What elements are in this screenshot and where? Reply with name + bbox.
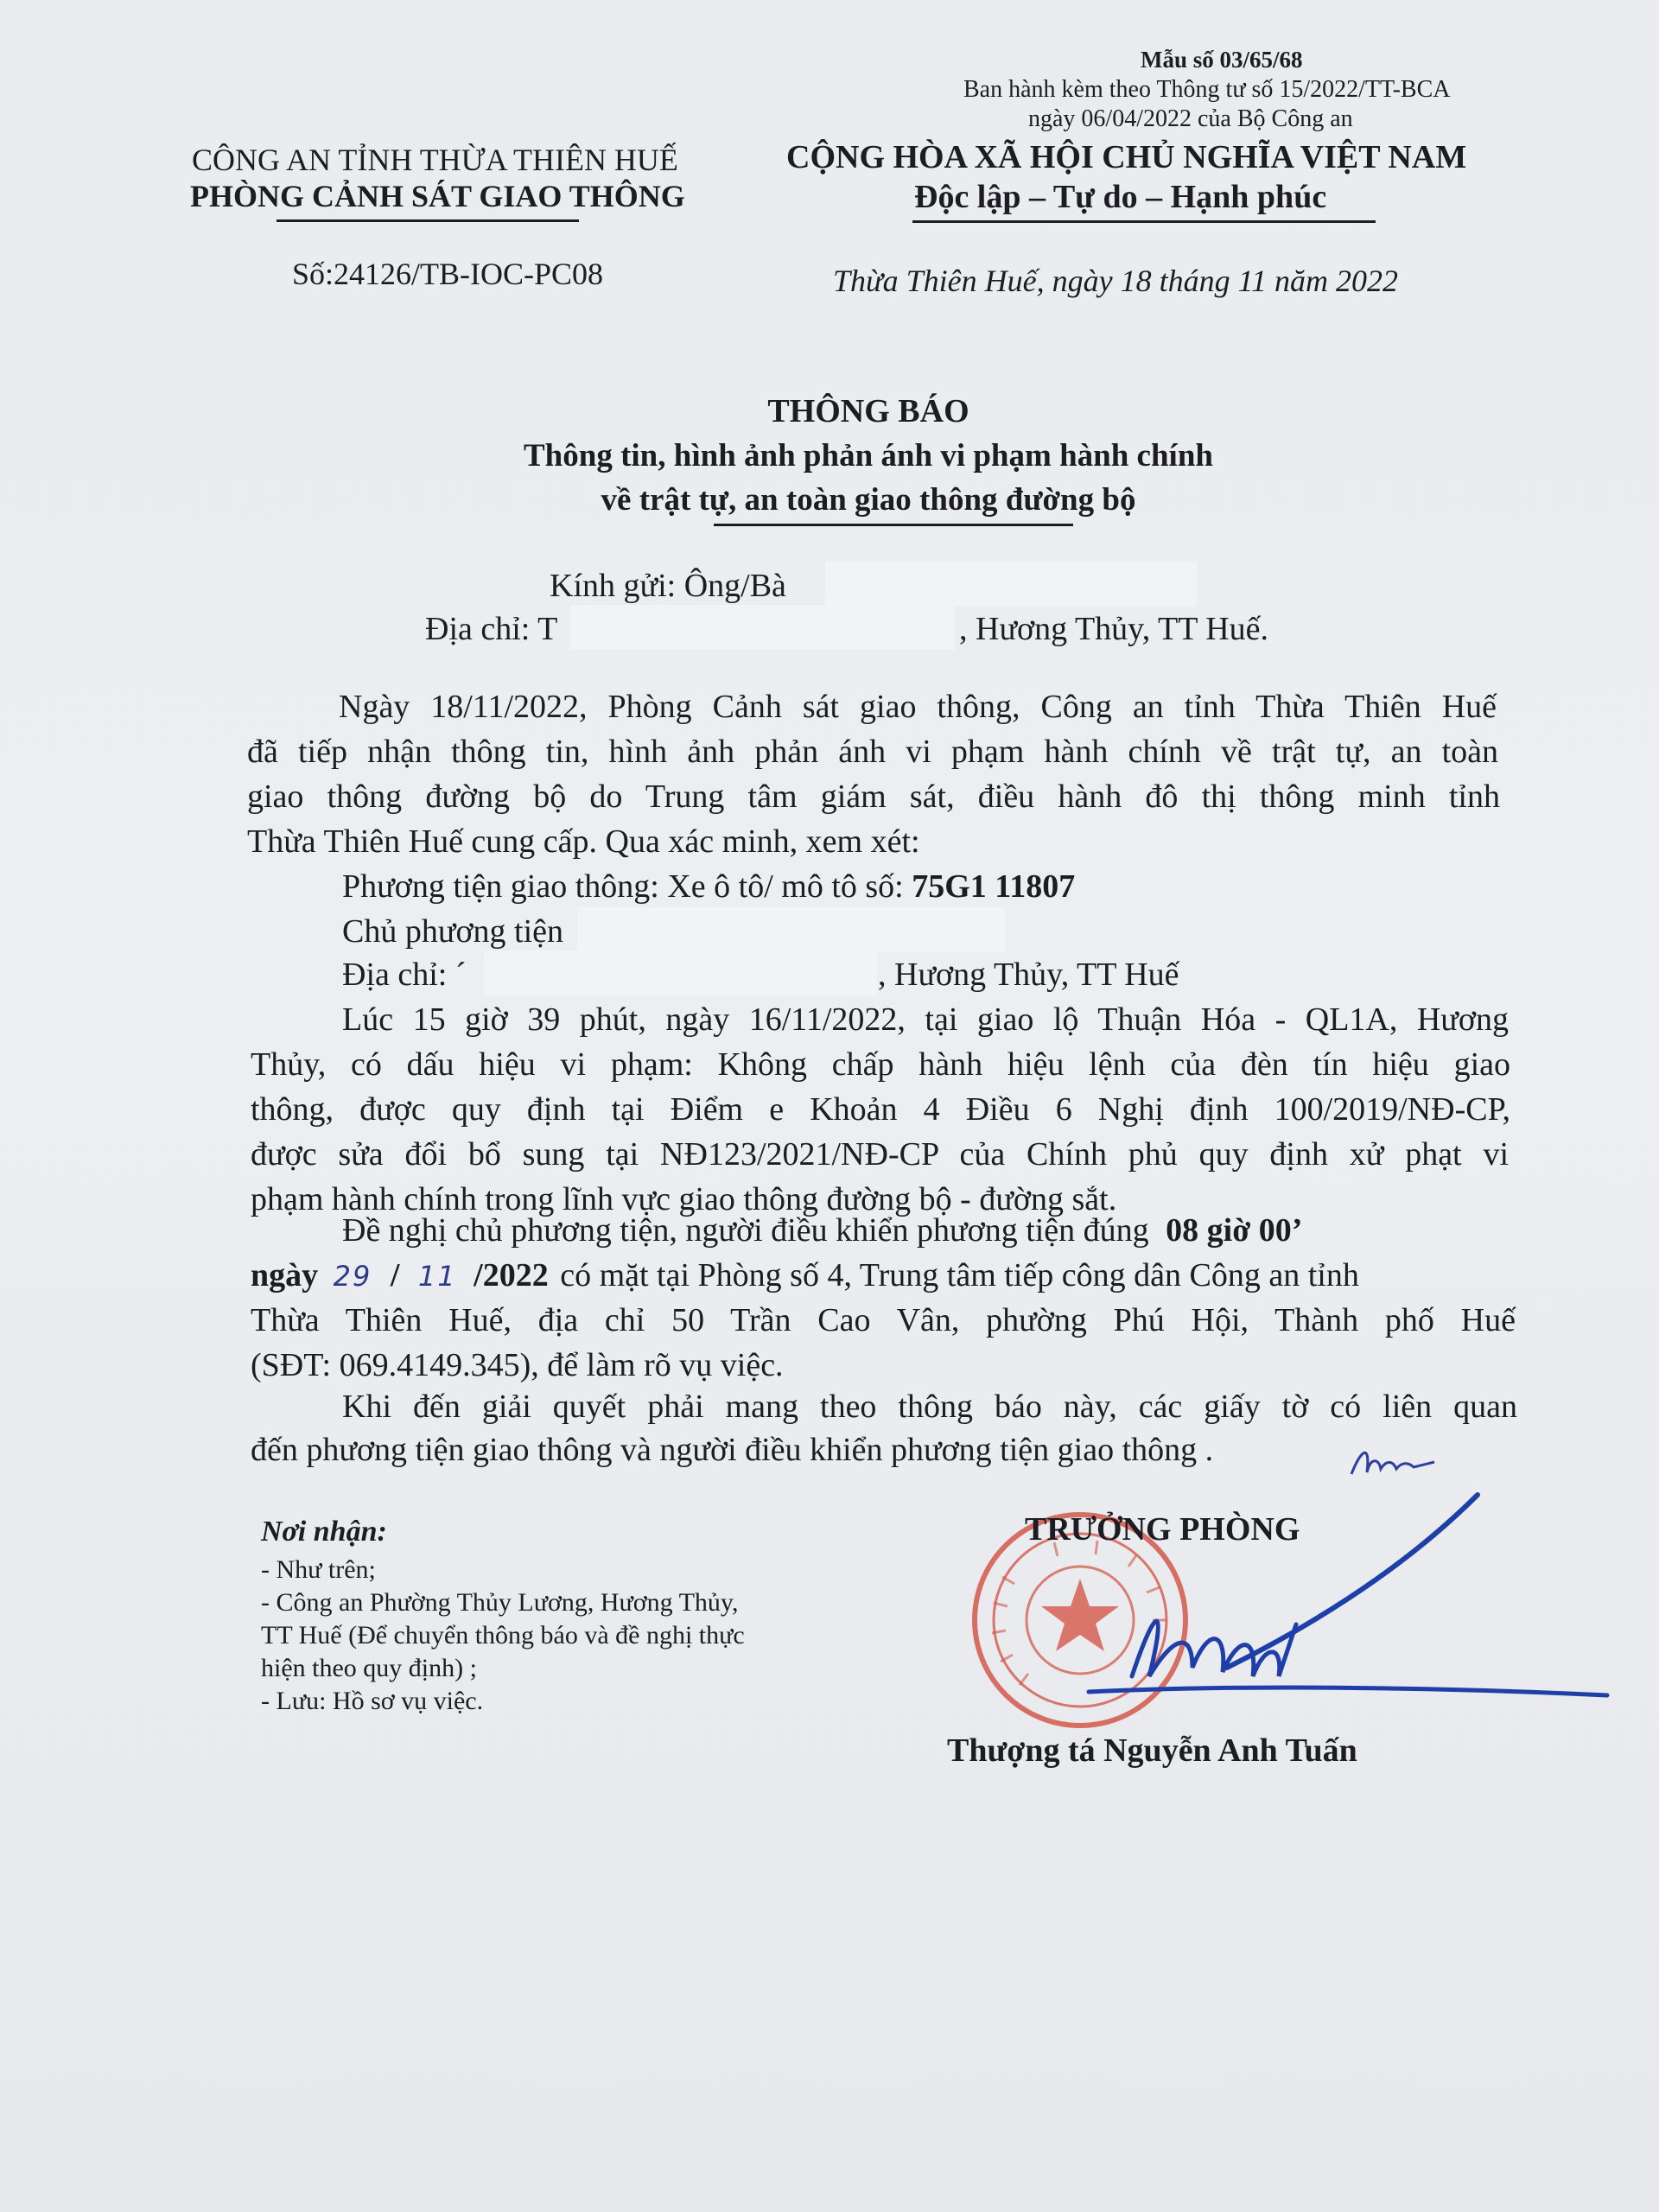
body-p3-l3: Thừa Thiên Huế, địa chỉ 50 Trần Cao Vân, phường Phú Hội, Thành phố Huế [251,1302,1516,1338]
redacted-name [825,562,1197,607]
redacted-owner-address [484,950,877,995]
body-p4-l2: đến phương tiện giao thông và người điều khiển phương tiện giao thông . [251,1432,1214,1468]
handwritten-signature [1063,1469,1616,1745]
document-number: Số:24126/TB-IOC-PC08 [292,257,604,291]
doc-subtitle-2: về trật tự, an toàn giao thông đường bộ [601,482,1136,518]
body-p2-l1: Lúc 15 giờ 39 phút, ngày 16/11/2022, tại giao lộ Thuận Hóa - QL1A, Hương [342,1001,1509,1038]
body-p3-l1-text: Đề nghị chủ phương tiện, người điều khiển phương tiện đúng [342,1212,1149,1249]
signer-title: TRƯỞNG PHÒNG [1025,1511,1300,1548]
agency-line2: PHÒNG CẢNH SÁT GIAO THÔNG [190,179,685,213]
nation-line1: CỘNG HÒA XÃ HỘI CHỦ NGHĨA VIỆT NAM [786,139,1467,175]
recipient-item: - Như trên; [261,1555,376,1584]
agency-line1: CÔNG AN TỈNH THỪA THIÊN HUẾ [192,143,678,177]
body-p1-l4: Thừa Thiên Huế cung cấp. Qua xác minh, xem xét: [247,823,920,860]
appointment-year: /2022 [474,1257,549,1294]
body-p2-l5: phạm hành chính trong lĩnh vực giao thông đường bộ - đường sắt. [251,1181,1117,1217]
recipients-heading: Nơi nhận: [261,1516,387,1548]
recipient-item: TT Huế (Để chuyển thông báo và đề nghị thực [261,1621,745,1649]
form-issued-date: ngày 06/04/2022 của Bộ Công an [1028,105,1353,132]
place-date: Thừa Thiên Huế, ngày 18 tháng 11 năm 2022 [833,264,1398,298]
signer-name: Thượng tá Nguyễn Anh Tuấn [947,1732,1357,1769]
recipient-item: hiện theo quy định) ; [261,1654,477,1682]
nation-motto: Độc lập – Tự do – Hạnh phúc [914,179,1327,215]
agency-underline [276,219,579,222]
appointment-time: 08 giờ 00’ [1166,1212,1303,1249]
salutation: Kính gửi: Ông/Bà [550,568,786,604]
body-p4-l1: Khi đến giải quyết phải mang theo thông báo này, các giấy tờ có liên quan [342,1389,1517,1425]
recipient-address-label: Địa chỉ: T [425,611,558,647]
doc-subtitle-1: Thông tin, hình ảnh phản ánh vi phạm hành chính [524,438,1213,474]
body-p2-l2: Thủy, có dấu hiệu vi phạm: Không chấp hành hiệu lệnh của đèn tín hiệu giao [251,1046,1510,1083]
vehicle-line [342,868,1075,906]
body-p2-l4: được sửa đổi bổ sung tại NĐ123/2021/NĐ-CP của Chính phủ quy định xử phạt vi [251,1136,1509,1173]
form-number: Mẫu số 03/65/68 [1141,47,1303,73]
recipient-item: - Công an Phường Thủy Lương, Hương Thủy, [261,1588,739,1617]
redacted-owner [577,907,1005,952]
nation-underline [912,220,1376,223]
recipient-address-suffix: , Hương Thủy, TT Huế. [959,611,1269,647]
redacted-address [570,605,955,650]
body-p1-l1: Ngày 18/11/2022, Phòng Cảnh sát giao thông, Công an tỉnh Thừa Thiên Huế [339,689,1497,725]
form-issued-with: Ban hành kèm theo Thông tư số 15/2022/TT-BCA [963,76,1451,103]
owner-address-label: Địa chỉ: ´ [342,957,467,993]
body-p3-l2 [251,1256,1359,1294]
appointment-day-label: ngày [251,1257,319,1294]
vehicle-label: Phương tiện giao thông: Xe ô tô/ mô tô số: [342,868,904,905]
body-p3-l1 [342,1211,1302,1249]
owner-address-suffix: , Hương Thủy, TT Huế [878,957,1179,993]
date-separator: / [390,1257,400,1294]
body-p1-l2: đã tiếp nhận thông tin, hình ảnh phản ánh vi phạm hành chính về trật tự, an toàn [247,734,1498,770]
body-p3-l4: (SĐT: 069.4149.345), để làm rõ vụ việc. [251,1347,784,1383]
body-p1-l3: giao thông đường bộ do Trung tâm giám sát, điều hành đô thị thông minh tỉnh [247,779,1500,815]
body-p3-l2-rest: có mặt tại Phòng số 4, Trung tâm tiếp công dân Công an tỉnh [560,1257,1359,1294]
body-p2-l3: thông, được quy định tại Điểm e Khoản 4 Điều 6 Nghị định 100/2019/NĐ-CP, [251,1091,1510,1128]
doc-title: THÔNG BÁO [767,393,969,429]
owner-label: Chủ phương tiện [342,913,564,950]
recipient-item: - Lưu: Hồ sơ vụ việc. [261,1687,484,1715]
handwritten-day: 29 [333,1260,372,1293]
title-underline [714,524,1073,526]
vehicle-plate: 75G1 11807 [912,868,1076,905]
handwritten-month: 11 [417,1260,457,1293]
